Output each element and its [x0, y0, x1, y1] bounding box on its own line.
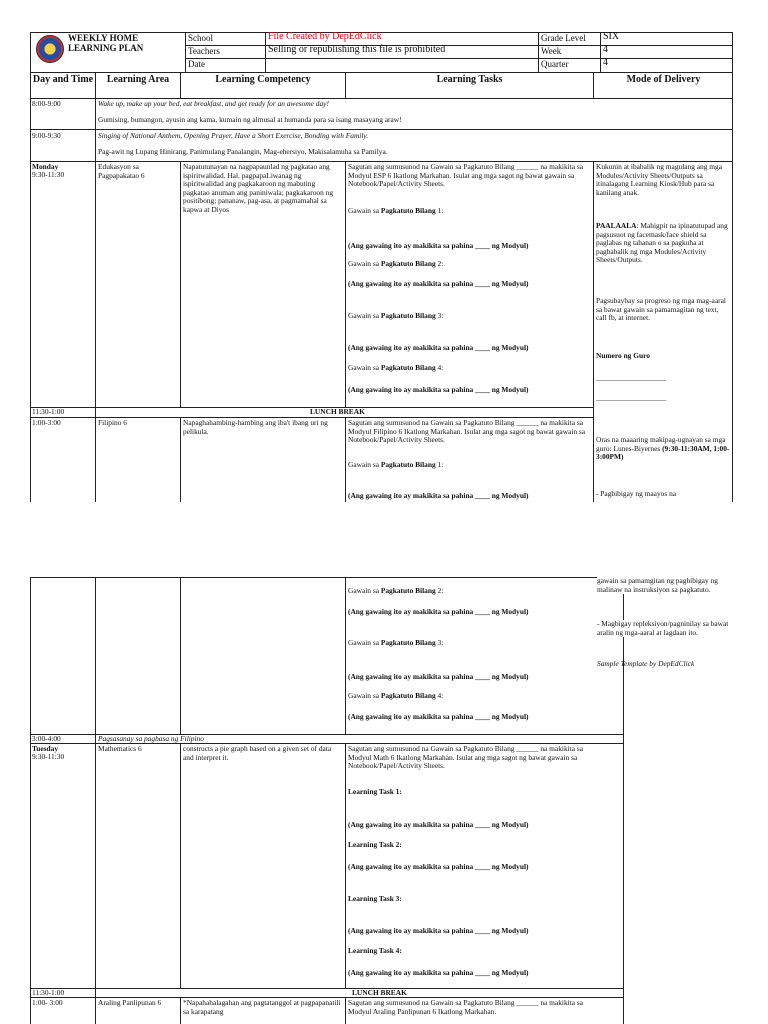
monday-learning-area: Edukasyon sa Pagpapakatao 6 — [98, 162, 145, 180]
tuesday-time: 9:30-11:30 — [32, 752, 65, 761]
pagbibigay-text: - Pagbibigay ng maayos na — [596, 489, 677, 498]
lunch-break-label: LUNCH BREAK — [310, 407, 365, 416]
monday-page-note-2: (Ang gawaing ito ay makikita sa pahina ____ ng Modyul) — [348, 279, 529, 288]
monday-task-1: Gawain sa Pagkatuto Bilang 1: — [348, 206, 444, 215]
math-page-note-2: (Ang gawaing ito ay makikita sa pahina ____ ng Modyul) — [348, 862, 529, 871]
plan-title-line1: WEEKLY HOME — [68, 33, 139, 43]
monday-task-4: Gawain sa Pagkatuto Bilang 4: — [348, 363, 444, 372]
col-day-and-time: Day and Time — [32, 74, 94, 85]
routine-filipino-2: Pag-awit ng Lupang Hinirang, Panimulang Panalangin, Mag-ehersiyo, Makisalamuha sa Pamilya. — [98, 147, 388, 156]
math-page-note-1: (Ang gawaing ito ay makikita sa pahina ____ ng Modyul) — [348, 820, 529, 829]
monday-page-note-3: (Ang gawaing ito ay makikita sa pahina ____ ng Modyul) — [348, 343, 529, 352]
date-label: Date — [188, 59, 205, 69]
teachers-value: Selling or republishing this file is prohibited — [268, 44, 446, 55]
routine-filipino-1: Gumising, bumangon, ayusin ang kama, kumain ng almusal at humanda para sa isang masayang araw! — [98, 115, 402, 124]
document-page-2 — [30, 577, 733, 1024]
document-page-1 — [30, 32, 733, 502]
monday-page-note-4: (Ang gawaing ito ay makikita sa pahina ____ ng Modyul) — [348, 385, 529, 394]
filipino-task-2: Gawain sa Pagkatuto Bilang 2: — [348, 586, 444, 595]
math-competency: constructs a pie graph based on a given set of data and interpret it. — [183, 744, 332, 762]
col-learning-area: Learning Area — [106, 74, 170, 85]
filipino-competency: Napaghahambing-hambing ang iba't ibang uri ng pelikula. — [183, 418, 328, 436]
numero-ng-guro: Numero ng Guro — [596, 351, 650, 360]
ap-competency: *Napahahalagahan ang pagtatanggol at pagpapanatili sa karapatang — [183, 998, 341, 1016]
pagsasanay-text: Pagsasanay sa pagbasa ng Filipino — [98, 734, 204, 743]
monday-tasks-intro: Sagutan ang sumusunod na Gawain sa Pagkatuto Bilang ______ na makikita sa Modyul ESP 6 Ikatlong Markahan. Isulat ang mga sagot ng bawat gawain sa Notebook/Papel/Activity Sheets. — [348, 162, 584, 189]
guro-blank-1: ___________________ — [596, 373, 667, 382]
filipino-page-note-2: (Ang gawaing ito ay makikita sa pahina ____ ng Modyul) — [348, 607, 529, 616]
pagsasanay-time: 3:00-4:00 — [32, 734, 61, 743]
routine-english-2: Singing of National Anthem, Opening Prayer, Have a Short Exercise, Bonding with Family. — [98, 131, 369, 140]
tuesday-day: Tuesday — [32, 744, 59, 753]
routine-time-1: 8:00-9:00 — [32, 99, 61, 108]
delivery-continued-1: gawain sa pamamgitan ng pagbibigay ng malinaw na instruksiyon sa pagkatuto. — [597, 577, 732, 594]
math-learning-task-3: Learning Task 3: — [348, 894, 402, 903]
plan-title-line2: LEARNING PLAN — [68, 43, 144, 53]
lunch-time-2: 11:30-1:00 — [32, 988, 65, 997]
school-value: File Created by DepEdClick — [268, 31, 382, 42]
routine-time-2: 9:00-9:30 — [32, 131, 61, 140]
filipino-time: 1:00-3:00 — [32, 418, 61, 427]
delivery-continued-2: - Magbigay repleksiyon/pagninilay sa bawat aralin ng mga-aaral at lagdaan ito. — [597, 620, 732, 637]
monday-task-3: Gawain sa Pagkatuto Bilang 3: — [348, 311, 444, 320]
monday-paalaala: PAALAALA: Mahigpit na ipinatutupad ang pagsusuot ng facemask/face shield sa paglabas ng tahanan o sa pagkuha at pagbabalik ng mga Modules/Activity Sheets/Outputs. — [596, 221, 728, 265]
guro-blank-2: ___________________ — [596, 393, 667, 402]
filipino-tasks-intro: Sagutan ang sumusunod na Gawain sa Pagkatuto Bilang ______ na makikita sa Modyul Filipino 6 Ikatlong Markahan. Isulat ang mga sagot ng bawat gawain sa Notebook/Papel/Activity Sheets. — [348, 418, 586, 445]
math-page-note-4: (Ang gawaing ito ay makikita sa pahina ____ ng Modyul) — [348, 968, 529, 977]
math-tasks-intro: Sagutan ang sumusunod na Gawain sa Pagkatuto Bilang ______ na makikita sa Modyul Math 6 Ikatlong Markahan. Isulat ang mga sagot ng bawat gawain sa Notebook/Papel/Activity Sheets. — [348, 744, 584, 771]
math-learning-task-1: Learning Task 1: — [348, 787, 402, 796]
week-value: 4 — [603, 44, 608, 55]
quarter-value: 4 — [603, 57, 608, 68]
ap-learning-area: Araling Panlipunan 6 — [98, 998, 162, 1007]
routine-english-1: Wake up, make up your bed, eat breakfast, and get ready for an awesome day! — [98, 99, 329, 108]
week-label: Week — [541, 46, 562, 56]
ap-tasks-intro: Sagutan ang sumusunod na Gawain sa Pagkatuto Bilang ______ na makikita sa Modyul Araling Panlipunan 6 Ikatlong Markahan. — [348, 998, 584, 1016]
math-page-note-3: (Ang gawaing ito ay makikita sa pahina ____ ng Modyul) — [348, 926, 529, 935]
filipino-page-note-1: (Ang gawaing ito ay makikita sa pahina ____ ng Modyul) — [348, 491, 529, 500]
math-learning-task-2: Learning Task 2: — [348, 840, 402, 849]
monday-time: 9:30-11:30 — [32, 170, 65, 179]
monday-page-note-1: (Ang gawaing ito ay makikita sa pahina ____ ng Modyul) — [348, 241, 529, 250]
monday-competency: Napatutunayan na nagpapaunlad ng pagkatao ang ispiritwalidad. Hal. pagpapaLiwanag ng ispiritwalidad ang pagkakaroon ng mabuting pagkatao anuman ang paniniwala; pagkakaroon ng positibong; pananaw, pag-asa, at pagmamahal sa kapwa at Diyos — [183, 162, 334, 214]
oras-makipag-ugnayan: Oras na maaaring makipag-ugnayan sa mga guro: Lunes-Biyernes (9:30-11:30AM, 1:00-3:00PM) — [596, 435, 730, 462]
ap-time: 1:00- 3:00 — [32, 998, 63, 1007]
grade-level-label: Grade Level — [541, 33, 586, 43]
filipino-task-3: Gawain sa Pagkatuto Bilang 3: — [348, 638, 444, 647]
quarter-label: Quarter — [541, 59, 569, 69]
col-mode-of-delivery: Mode of Delivery — [626, 74, 701, 85]
monday-delivery-1: Kukunin at ibabalik ng magulang ang mga Modules/Activity Sheets/Outputs sa itinalagang Learning Kiosk/Hub para sa kanilang anak. — [596, 162, 723, 197]
lunch-break-label-2: LUNCH BREAK — [352, 988, 407, 997]
lunch-time: 11:30-1:00 — [32, 407, 65, 416]
monday-task-2: Gawain sa Pagkatuto Bilang 2: — [348, 259, 444, 268]
teachers-label: Teachers — [188, 46, 220, 56]
col-learning-competency: Learning Competency — [215, 74, 311, 85]
grade-level-value: SIX — [603, 31, 620, 42]
monday-delivery-2: Pagsubaybay sa progreso ng mga mag-aaral sa bawat gawain sa pamamagitan ng text, call fb, at internet. — [596, 296, 726, 323]
filipino-page-note-3: (Ang gawaing ito ay makikita sa pahina ____ ng Modyul) — [348, 672, 529, 681]
deped-seal-icon — [36, 35, 64, 63]
math-learning-area: Mathematics 6 — [98, 744, 142, 753]
school-label: School — [188, 33, 214, 43]
filipino-task-1: Gawain sa Pagkatuto Bilang 1: — [348, 460, 444, 469]
filipino-learning-area: Filipino 6 — [98, 418, 127, 427]
filipino-task-4: Gawain sa Pagkatuto Bilang 4: — [348, 691, 444, 700]
monday-day: Monday — [32, 162, 59, 171]
sample-template-note: Sample Template by DepEdClick — [597, 659, 695, 668]
math-learning-task-4: Learning Task 4: — [348, 946, 402, 955]
col-learning-tasks: Learning Tasks — [436, 74, 503, 85]
filipino-page-note-4: (Ang gawaing ito ay makikita sa pahina ____ ng Modyul) — [348, 712, 529, 721]
